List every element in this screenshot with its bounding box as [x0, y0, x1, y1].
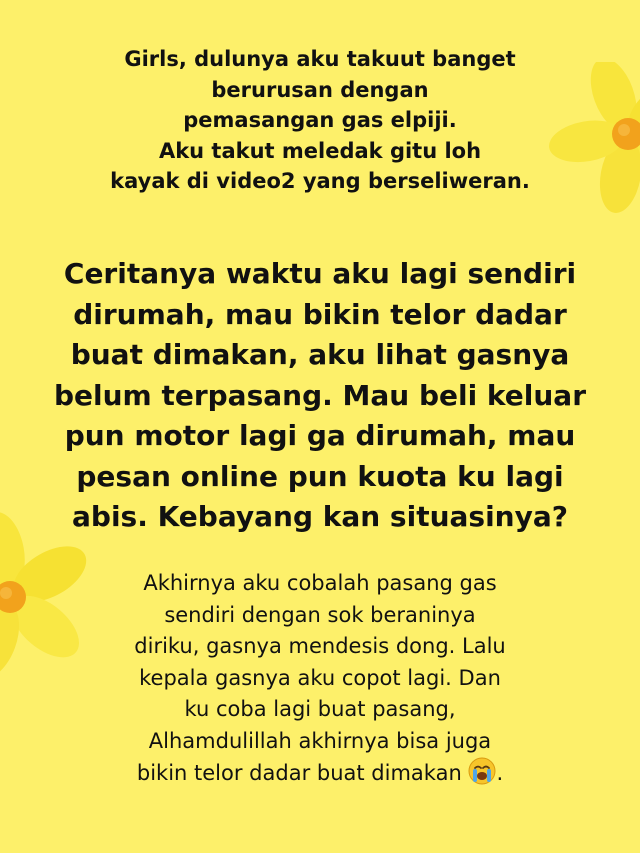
intro-line: berurusan dengan [211, 77, 429, 102]
story-line: abis. Kebayang kan situasinya? [72, 500, 568, 533]
ending-line: Alhamdulillah akhirnya bisa juga [148, 728, 492, 753]
crying-face-emoji-icon [468, 757, 496, 795]
ending-line: diriku, gasnya mendesis dong. Lalu [134, 634, 506, 658]
story-line: Ceritanya waktu aku lagi sendiri [63, 257, 577, 290]
story-line: buat dimakan, aku lihat gasnya [70, 338, 570, 371]
ending-line: kepala gasnya aku copot lagi. Dan [139, 665, 501, 690]
ending-last-line-period: . [496, 761, 504, 785]
ending-last-line-text: bikin telor dadar buat dimakan [136, 761, 462, 785]
intro-paragraph [0, 44, 640, 197]
intro-line: kayak di video2 yang berseliweran. [110, 169, 530, 193]
intro-line: Girls, dulunya aku takuut banget [124, 47, 516, 71]
ending-line: Akhirnya aku cobalah pasang gas [143, 571, 497, 595]
story-line: pun motor lagi ga dirumah, mau [64, 419, 576, 452]
story-paragraph [0, 254, 640, 538]
ending-last-line [0, 757, 640, 795]
intro-line: pemasangan gas elpiji. [183, 108, 457, 132]
story-line: pesan online pun kuota ku lagi [76, 459, 564, 493]
ending-line: ku coba lagi buat pasang, [184, 697, 456, 721]
intro-line: Aku takut meledak gitu loh [158, 138, 482, 163]
story-line: belum terpasang. Mau beli keluar [53, 378, 587, 412]
ending-paragraph [0, 568, 640, 795]
story-line: dirumah, mau bikin telor dadar [73, 297, 567, 331]
ending-line: sendiri dengan sok beraninya [164, 602, 476, 627]
